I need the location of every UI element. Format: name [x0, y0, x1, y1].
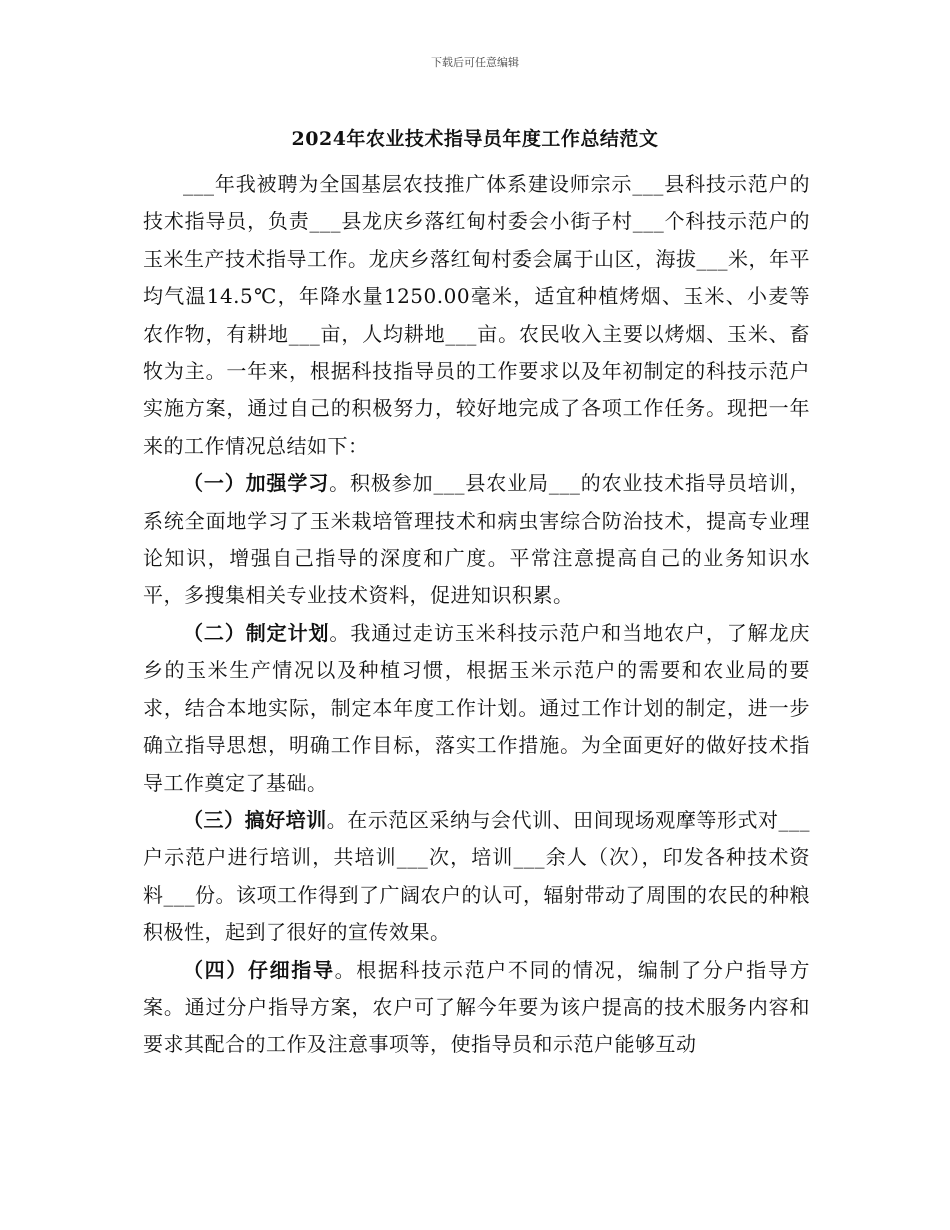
section-heading: （四）仔细指导: [183, 957, 335, 982]
document-title: 2024年农业技术指导员年度工作总结范文: [291, 128, 659, 150]
section-text: 。积极参加___县农业局___的农业技术指导员培训，系统全面地学习了玉米栽培管理技术和病虫害综合防治技术，提高专业理论知识，增强自己指导的深度和广度。平常注意提高自己的业务知识水平，多搜集相关专业技术资料，促进知识积累。: [143, 471, 810, 608]
section-text: 。根据科技示范户不同的情况，编制了分户指导方案。通过分户指导方案，农户可了解今年要为该户提高的技术服务内容和要求其配合的工作及注意事项等，使指导员和示范户能够互动: [143, 957, 810, 1057]
section-paragraph-1: [143, 465, 810, 615]
section-text: 。我通过走访玉米科技示范户和当地农户，了解龙庆乡的玉米生产情况以及种植习惯，根据玉米示范户的需要和农业局的要求，结合本地实际，制定本年度工作计划。通过工作计划的制定，进一步确立指导思想，明确工作目标，落实工作措施。为全面更好的做好技术指导工作奠定了基础。: [143, 620, 811, 795]
intro-paragraph: ___年我被聘为全国基层农技推广体系建设师宗示___县科技示范户的技术指导员，负责___县龙庆乡落红甸村委会小街子村___个科技示范户的玉米生产技术指导工作。龙庆乡落红甸村委会属于山区，海拔___米，年平均气温14.5℃，年降水量1250.00毫米，适宜种植烤烟、玉米、小麦等农作物，有耕地___亩，人均耕地___亩。农民收入主要以烤烟、玉米、畜牧为主。一年来，根据科技指导员的工作要求以及年初制定的科技示范户实施方案，通过自己的积极努力，较好地完成了各项工作任务。现把一年来的工作情况总结如下：: [143, 172, 810, 458]
section-heading: （一）加强学习: [183, 471, 330, 496]
section-paragraph-2: [143, 615, 810, 802]
section-paragraph-4: [143, 952, 810, 1064]
document-body: [143, 166, 810, 1064]
header-note: 下载后可任意编辑: [431, 56, 519, 69]
section-heading: （三）搞好培训: [183, 807, 327, 832]
section-text: 。在示范区采纳与会代训、田间现场观摩等形式对___户示范户进行培训，共培训___次，培训___余人（次），印发各种技术资料___份。该项工作得到了广阔农户的认可，辐射带动了周围的农民的种粮积极性，起到了很好的宣传效果。: [143, 807, 811, 945]
section-paragraph-3: [143, 802, 810, 952]
section-heading: （二）制定计划: [183, 620, 330, 645]
